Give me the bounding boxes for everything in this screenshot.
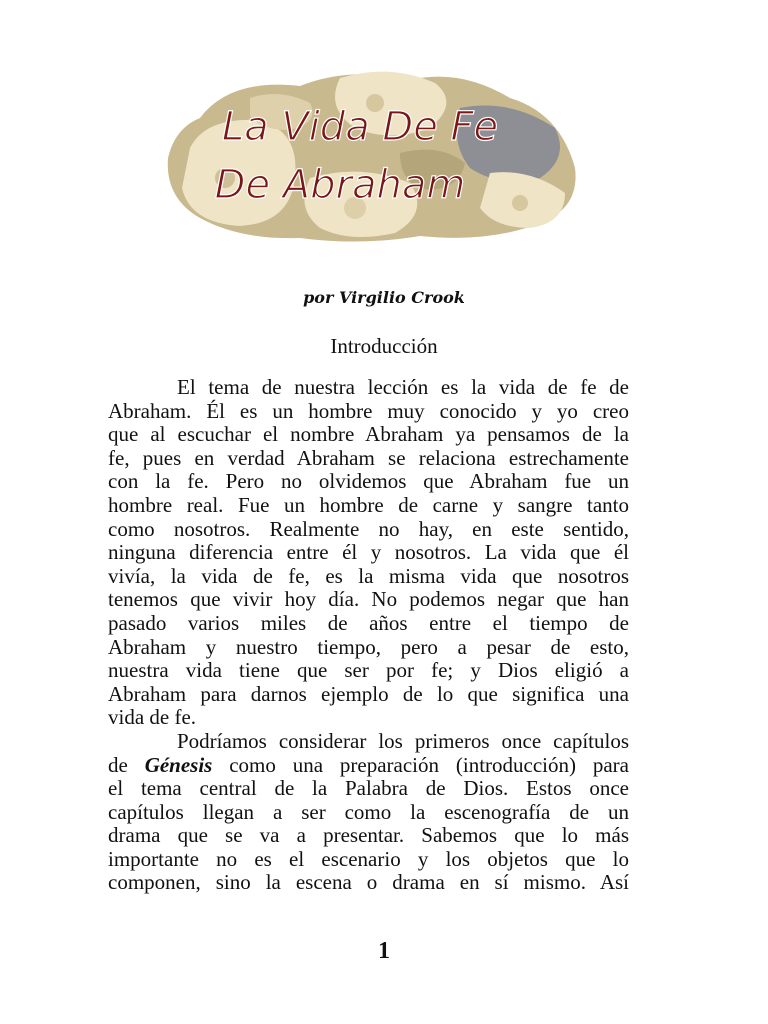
banner-title-line-1: La Vida De Fe (221, 104, 499, 150)
section-heading: Introducción (330, 334, 438, 358)
text-line: nuestra vida tiene que ser por fe; y Dios eligió a (108, 658, 629, 683)
text-line: que al escuchar el nombre Abraham ya pensamos de la (108, 422, 629, 447)
text-line: fe, pues en verdad Abraham se relaciona estrechamente (108, 445, 629, 470)
text-fragment: como una preparación (introducción) para (229, 752, 629, 777)
text-line: hombre real. Fue un hombre de carne y sangre tanto (108, 492, 629, 517)
text-line: como nosotros. Realmente no hay, en este sentido, (108, 516, 629, 541)
text-line: ninguna diferencia entre él y nosotros. La vida que él (108, 540, 629, 565)
text-line: drama que se va a presentar. Sabemos que lo más (108, 823, 629, 848)
text-line: Podríamos considerar los primeros once capítulos (177, 728, 629, 753)
text-line: pasado varios miles de años entre el tiempo de (108, 610, 629, 635)
text-line: Abraham para darnos ejemplo de lo que significa una (108, 681, 629, 706)
body-text (108, 376, 629, 895)
book-title-emphasis: Génesis (144, 752, 213, 777)
text-line: tenemos que vivir hoy día. No podemos negar que han (108, 587, 629, 612)
text-fragment: de (108, 752, 128, 777)
page-number: 1 (378, 938, 390, 964)
text-line: vivía, la vida de fe, es la misma vida que nosotros (108, 563, 629, 588)
title-banner (160, 58, 580, 248)
text-line: capítulos llegan a ser como la escenografía de un (108, 799, 629, 824)
text-line: El tema de nuestra lección es la vida de fe de (177, 375, 629, 399)
rock-banner-image (160, 58, 580, 248)
text-line: importante no es el escenario y los objetos que lo (108, 846, 629, 871)
text-line: con la fe. Pero no olvidemos que Abraham fue un (108, 469, 629, 494)
text-line: Abraham. Él es un hombre muy conocido y yo creo (108, 398, 629, 423)
author-byline: por Virgilio Crook (303, 288, 465, 307)
text-line: Abraham y nuestro tiempo, pero a pesar de esto, (108, 634, 629, 659)
banner-title-line-2: De Abraham (214, 162, 466, 208)
text-line: el tema central de la Palabra de Dios. Estos once (108, 776, 629, 801)
text-line: vida de fe. (108, 705, 197, 730)
text-line-with-emphasis (108, 754, 629, 778)
text-line: componen, sino la escena o drama en sí mismo. Así (108, 870, 629, 895)
